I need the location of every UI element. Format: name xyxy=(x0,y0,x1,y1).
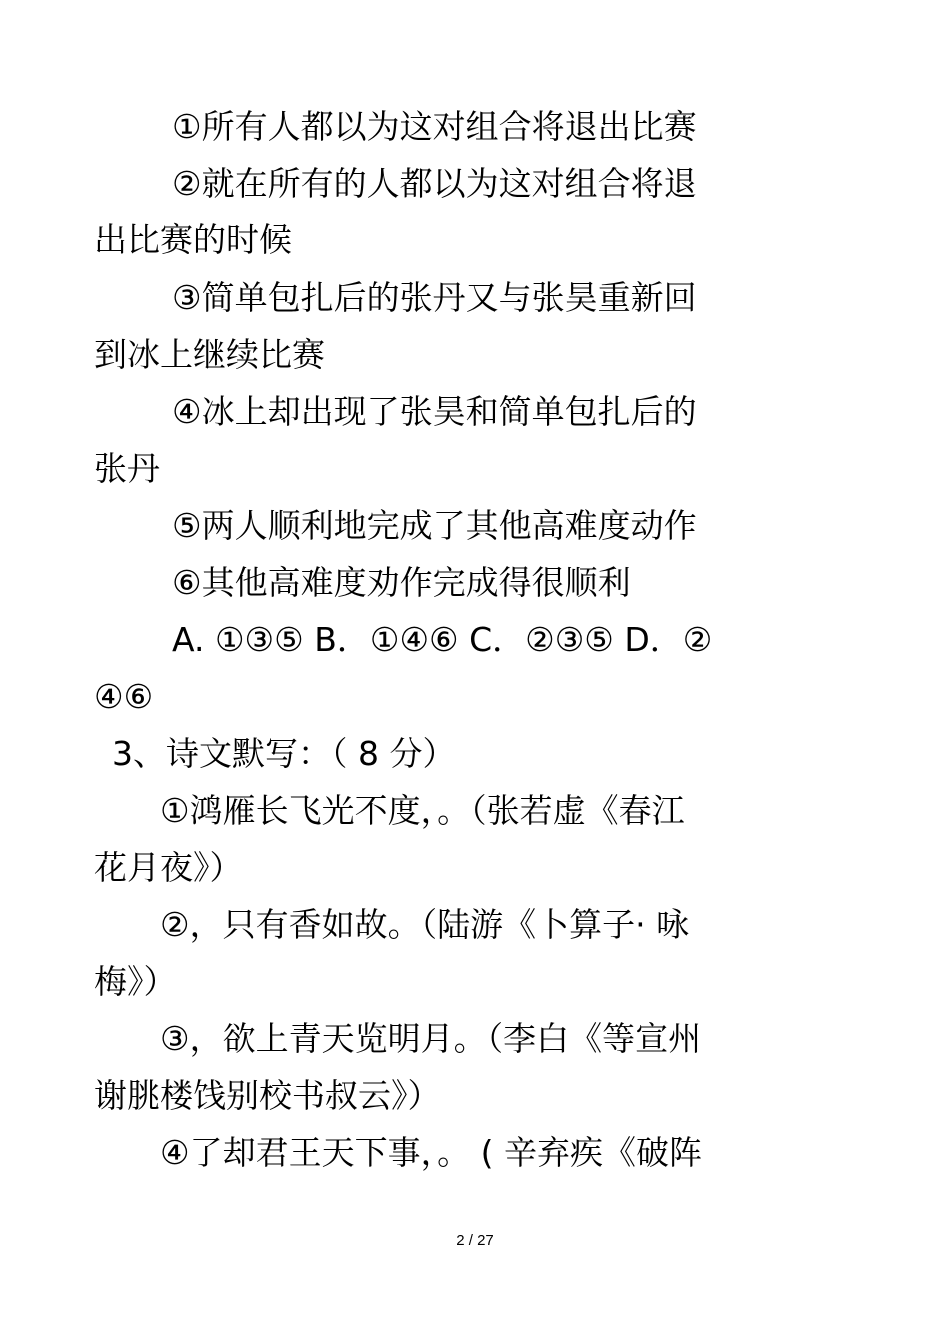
option-4-text-continued: 张丹 xyxy=(94,449,160,488)
option-2-text-continued: 出比赛的时候 xyxy=(94,220,292,259)
poem-item-2-continued: 梅》） xyxy=(94,962,177,1001)
poem-item-3-continued: 谢朓楼饯别校书叔云》） xyxy=(94,1076,441,1115)
answer-choices: A. ①③⑤ B．①④⑥ C．②③⑤ D．② xyxy=(172,620,713,659)
option-1-text: ①所有人都以为这对组合将退出比赛 xyxy=(172,107,697,146)
poem-item-1-continued: 花月夜》） xyxy=(94,848,243,887)
poem-item-1: ①鸿雁长飞光不度，。（张若虚《春江 xyxy=(160,791,685,830)
option-2-text: ②就在所有的人都以为这对组合将退 xyxy=(172,164,697,203)
poem-item-4: ④了却君王天下事，。 ( 辛弃疾《破阵 xyxy=(160,1133,702,1172)
option-4-text: ④冰上却出现了张昊和简单包扎后的 xyxy=(172,392,697,431)
answer-choices-continued: ④⑥ xyxy=(94,677,154,716)
option-6-text: ⑥其他高难度劝作完成得很顺利 xyxy=(172,563,631,602)
question-3-heading: 3、诗文默写：（ 8 分） xyxy=(112,734,456,773)
option-3-text-continued: 到冰上继续比赛 xyxy=(94,335,325,374)
option-5-text: ⑤两人顺利地完成了其他高难度动作 xyxy=(172,506,697,545)
page-number: 2 / 27 xyxy=(456,1232,494,1249)
poem-item-2: ②，只有香如故。（陆游《卜算子· 咏 xyxy=(160,905,690,944)
poem-item-3: ③，欲上青天览明月。（李白《等宣州 xyxy=(160,1019,702,1058)
option-3-text: ③简单包扎后的张丹又与张昊重新回 xyxy=(172,278,697,317)
